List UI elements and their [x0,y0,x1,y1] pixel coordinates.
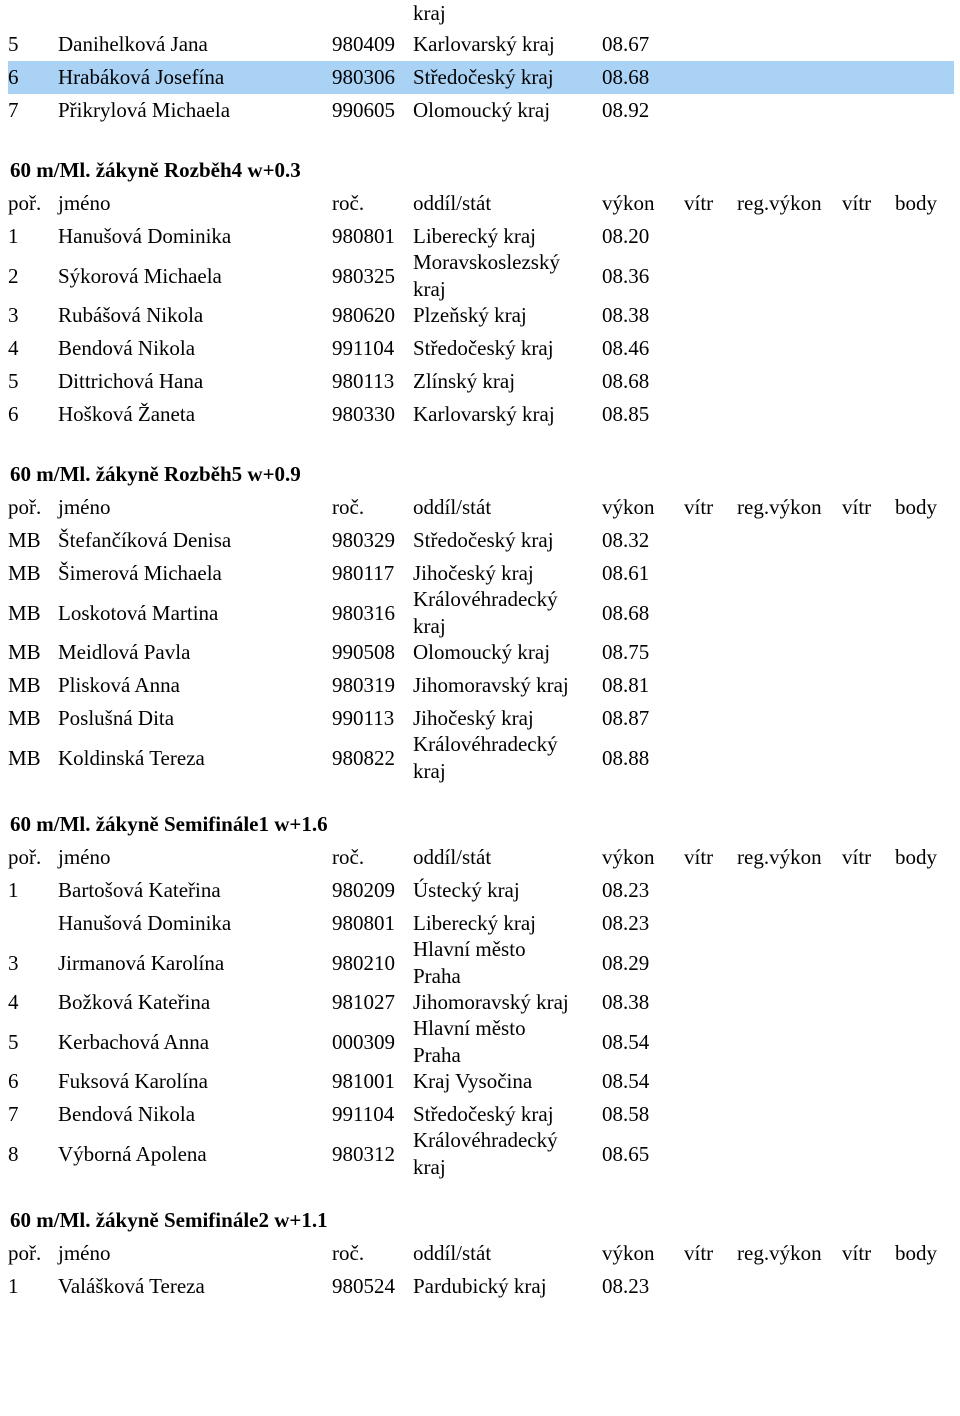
birth-year-cell: 981001 [332,1069,395,1093]
position-cell: MB [8,745,41,770]
result-row [8,299,954,332]
result-cell: 08.54 [602,1029,650,1054]
column-header-row [8,1237,954,1270]
birth-year-cell: 980316 [332,600,395,625]
column-header: body [895,191,937,215]
result-cell: 08.88 [602,745,650,770]
column-header-row [8,187,954,220]
column-header: body [895,845,937,869]
column-header: poř. [8,845,42,869]
position-cell: 6 [8,402,19,426]
athlete-name-cell: Výborná Apolena [58,1141,207,1166]
athlete-name-cell: Štefančíková Denisa [58,528,232,552]
birth-year-cell: 980801 [332,224,395,248]
club-cell: Královéhradecký [413,732,558,756]
birth-year-cell: 980306 [332,65,395,89]
position-cell: 2 [8,263,19,288]
column-header: poř. [8,495,42,519]
column-header: oddíl/stát [413,495,492,519]
column-header: oddíl/stát [413,845,492,869]
result-cell: 08.58 [602,1102,650,1126]
column-header: poř. [8,191,42,215]
position-cell: 4 [8,990,19,1014]
club-cell: Karlovarský kraj [413,402,555,426]
club-cell: Plzeňský kraj [413,303,527,327]
birth-year-cell: 991104 [332,336,395,360]
result-cell: 08.87 [602,706,650,730]
result-cell: 08.68 [602,369,650,393]
position-cell: 3 [8,950,19,975]
result-cell: 08.68 [602,65,650,89]
birth-year-cell: 980524 [332,1274,395,1298]
club-cell: Liberecký kraj [413,911,537,935]
column-header: reg.výkon [737,1241,822,1265]
birth-year-cell: 980117 [332,561,395,585]
top-continuation-text: kraj [413,1,446,25]
club-cell: Královéhradecký [413,1128,558,1152]
result-row [8,365,954,398]
athlete-name-cell: Hanušová Dominika [58,224,232,248]
result-row [8,937,954,988]
birth-year-cell: 980801 [332,911,395,935]
result-row [8,250,954,301]
position-cell: 7 [8,1102,19,1126]
column-header: vítr [684,845,714,869]
result-cell: 08.38 [602,303,650,327]
result-cell: 08.61 [602,561,650,585]
club-cell: Olomoucký kraj [413,640,551,664]
athlete-name-cell: Jirmanová Karolína [58,950,225,975]
column-header: roč. [332,495,365,519]
position-cell: 5 [8,32,19,56]
club-cell: Moravskoslezský [413,250,560,274]
result-cell: 08.23 [602,878,650,902]
result-cell: 08.81 [602,673,650,697]
column-header: jméno [58,1241,111,1265]
club-cell: Jihomoravský kraj [413,990,569,1014]
club-cell: kraj [413,614,446,638]
position-cell: MB [8,673,41,697]
column-header: body [895,495,937,519]
position-cell: 5 [8,369,19,393]
result-cell: 08.46 [602,336,650,360]
club-cell: Karlovarský kraj [413,32,555,56]
column-header: roč. [332,191,365,215]
birth-year-cell: 990605 [332,98,395,122]
club-cell: Hlavní město [413,937,526,961]
position-cell: 6 [8,65,19,89]
result-cell: 08.23 [602,1274,650,1298]
position-cell: 1 [8,224,19,248]
club-cell: kraj [413,1155,446,1179]
birth-year-cell: 980210 [332,950,395,975]
position-cell: 3 [8,303,19,327]
column-header: výkon [602,191,655,215]
section-heading: 60 m/Ml. žákyně Rozběh4 w+0.3 [10,158,301,182]
result-row [8,61,954,94]
position-cell: MB [8,561,41,585]
club-cell: Jihomoravský kraj [413,673,569,697]
athlete-name-cell: Hanušová Dominika [58,911,232,935]
result-row [8,1016,954,1067]
column-header: jméno [58,191,111,215]
position-cell: MB [8,600,41,625]
position-cell: 4 [8,336,19,360]
column-header: poř. [8,1241,42,1265]
result-cell: 08.68 [602,600,650,625]
athlete-name-cell: Valášková Tereza [58,1274,205,1298]
birth-year-cell: 990113 [332,706,395,730]
result-cell: 08.32 [602,528,650,552]
result-row [8,398,954,431]
result-row [8,1065,954,1098]
column-header: vítr [684,191,714,215]
club-cell: Jihočeský kraj [413,706,534,730]
column-header: oddíl/stát [413,1241,492,1265]
birth-year-cell: 981027 [332,990,395,1014]
column-header: body [895,1241,937,1265]
column-header: vítr [684,1241,714,1265]
column-header: výkon [602,1241,655,1265]
position-cell: MB [8,528,41,552]
result-cell: 08.23 [602,911,650,935]
column-header: reg.výkon [737,845,822,869]
club-cell: Hlavní město [413,1016,526,1040]
position-cell: MB [8,640,41,664]
column-header: reg.výkon [737,191,822,215]
result-row [8,332,954,365]
club-cell: Kraj Vysočina [413,1069,533,1093]
result-row [8,636,954,669]
position-cell: 1 [8,878,19,902]
club-cell: Olomoucký kraj [413,98,551,122]
result-cell: 08.75 [602,640,650,664]
athlete-name-cell: Meidlová Pavla [58,640,191,664]
birth-year-cell: 980319 [332,673,395,697]
position-cell: 8 [8,1141,19,1166]
birth-year-cell: 980822 [332,745,395,770]
club-cell: Královéhradecký [413,587,558,611]
athlete-name-cell: Dittrichová Hana [58,369,204,393]
birth-year-cell: 980620 [332,303,395,327]
athlete-name-cell: Bendová Nikola [58,336,196,360]
athlete-name-cell: Božková Kateřina [58,990,211,1014]
column-header-row [8,841,954,874]
column-header: vítr [684,495,714,519]
athlete-name-cell: Hošková Žaneta [58,402,196,426]
column-header: jméno [58,495,111,519]
athlete-name-cell: Plisková Anna [58,673,180,697]
athlete-name-cell: Přikrylová Michaela [58,98,231,122]
result-cell: 08.54 [602,1069,650,1093]
club-cell: Zlínský kraj [413,369,516,393]
club-cell: Středočeský kraj [413,336,554,360]
column-header: reg.výkon [737,495,822,519]
column-header: jméno [58,845,111,869]
section-heading: 60 m/Ml. žákyně Semifinále1 w+1.6 [10,812,328,836]
birth-year-cell: 980330 [332,402,395,426]
column-header: roč. [332,845,365,869]
athlete-name-cell: Fuksová Karolína [58,1069,208,1093]
section-heading: 60 m/Ml. žákyně Semifinále2 w+1.1 [10,1208,328,1232]
result-row [8,1270,954,1303]
athlete-name-cell: Šimerová Michaela [58,561,222,585]
result-cell: 08.20 [602,224,650,248]
club-cell: Ústecký kraj [413,878,520,902]
section-heading: 60 m/Ml. žákyně Rozběh5 w+0.9 [10,462,301,486]
birth-year-cell: 000309 [332,1029,395,1054]
position-cell: 6 [8,1069,19,1093]
result-row [8,874,954,907]
column-header: výkon [602,495,655,519]
column-header: vítr [842,495,872,519]
column-header: vítr [842,1241,872,1265]
athlete-name-cell: Loskotová Martina [58,600,219,625]
result-row [8,669,954,702]
result-row [8,732,954,783]
athlete-name-cell: Rubášová Nikola [58,303,204,327]
birth-year-cell: 980209 [332,878,395,902]
birth-year-cell: 980329 [332,528,395,552]
birth-year-cell: 990508 [332,640,395,664]
result-cell: 08.85 [602,402,650,426]
result-row [8,94,954,127]
position-cell: MB [8,706,41,730]
athlete-name-cell: Sýkorová Michaela [58,263,222,288]
athlete-name-cell: Hrabáková Josefína [58,65,225,89]
column-header: roč. [332,1241,365,1265]
column-header-row [8,491,954,524]
club-cell: Praha [413,964,461,988]
birth-year-cell: 980325 [332,263,395,288]
result-row [8,28,954,61]
result-cell: 08.36 [602,263,650,288]
club-cell: Jihočeský kraj [413,561,534,585]
result-cell: 08.92 [602,98,650,122]
result-cell: 08.65 [602,1141,650,1166]
athlete-name-cell: Koldinská Tereza [58,745,205,770]
result-row [8,587,954,638]
birth-year-cell: 980409 [332,32,395,56]
athlete-name-cell: Bendová Nikola [58,1102,196,1126]
birth-year-cell: 991104 [332,1102,395,1126]
club-cell: kraj [413,759,446,783]
result-cell: 08.29 [602,950,650,975]
column-header: vítr [842,845,872,869]
club-cell: Pardubický kraj [413,1274,547,1298]
club-cell: Středočeský kraj [413,528,554,552]
club-cell: Praha [413,1043,461,1067]
result-cell: 08.67 [602,32,650,56]
result-cell: 08.38 [602,990,650,1014]
club-cell: Liberecký kraj [413,224,537,248]
birth-year-cell: 980113 [332,369,395,393]
position-cell: 7 [8,98,19,122]
column-header: vítr [842,191,872,215]
column-header: výkon [602,845,655,869]
athlete-name-cell: Kerbachová Anna [58,1029,210,1054]
club-cell: Středočeský kraj [413,65,554,89]
athlete-name-cell: Bartošová Kateřina [58,878,221,902]
column-header: oddíl/stát [413,191,492,215]
club-cell: Středočeský kraj [413,1102,554,1126]
result-row [8,524,954,557]
birth-year-cell: 980312 [332,1141,395,1166]
club-cell: kraj [413,277,446,301]
position-cell: 1 [8,1274,19,1298]
result-row [8,1128,954,1179]
position-cell: 5 [8,1029,19,1054]
athlete-name-cell: Poslušná Dita [58,706,175,730]
athlete-name-cell: Danihelková Jana [58,32,208,56]
